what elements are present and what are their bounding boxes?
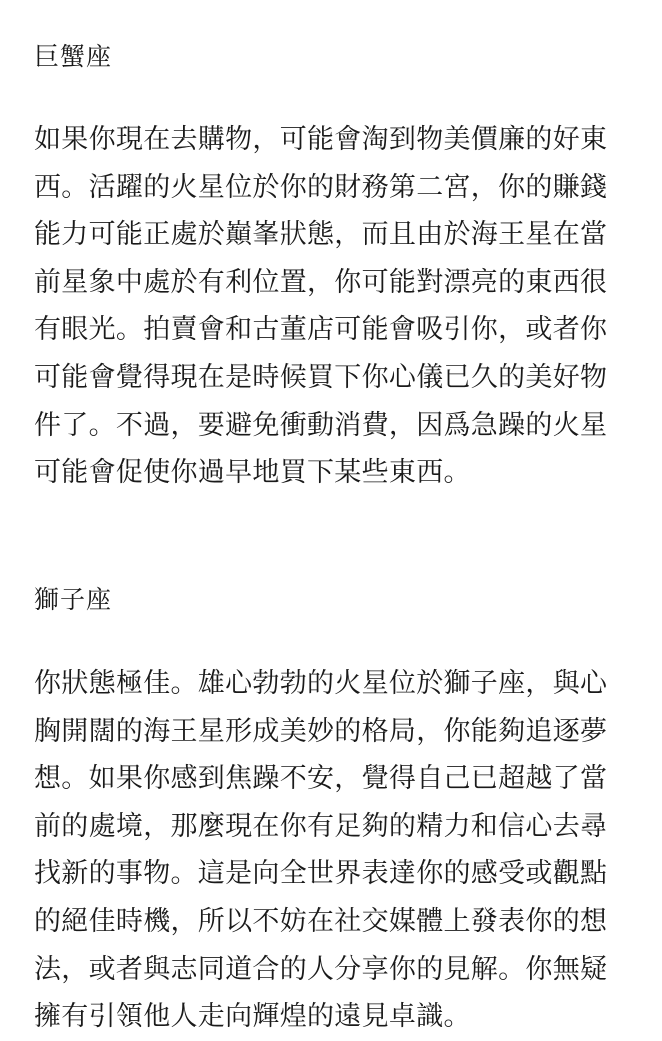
section-title-leo: 獅子座 — [34, 585, 113, 614]
section-body-cancer — [34, 116, 607, 497]
text-line: 法，或者與志同道合的人分享你的見解。你無疑 — [34, 953, 608, 985]
section-body-leo — [34, 660, 607, 1041]
text-line: 的絕佳時機，所以不妨在社交媒體上發表你的想 — [34, 905, 608, 937]
text-line: 有眼光。拍賣會和古董店可能會吸引你，或者你 — [34, 314, 608, 346]
text-line: 胸開闊的海王星形成美妙的格局，你能夠追逐夢 — [34, 715, 608, 747]
text-line: 可能會促使你過早地買下某些東西。 — [34, 457, 471, 489]
text-line: 能力可能正處於巔峯狀態，而且由於海王星在當 — [34, 219, 608, 251]
text-line: 可能會覺得現在是時候買下你心儀已久的美好物 — [34, 361, 608, 393]
text-line: 你狀態極佳。雄心勃勃的火星位於獅子座，與心 — [34, 668, 608, 699]
text-line: 前的處境，那麼現在你有足夠的精力和信心去尋 — [34, 810, 608, 842]
text-line: 擁有引領他人走向輝煌的遠見卓識。 — [34, 1001, 471, 1033]
text-line: 前星象中處於有利位置，你可能對漂亮的東西很 — [34, 266, 608, 298]
text-line: 西。活躍的火星位於你的財務第二宮，你的賺錢 — [34, 171, 608, 203]
section-title-cancer: 巨蟹座 — [34, 42, 113, 71]
text-line: 件了。不過，要避免衝動消費，因爲急躁的火星 — [34, 409, 608, 441]
text-line: 找新的事物。這是向全世界表達你的感受或觀點 — [34, 858, 608, 890]
text-line: 想。如果你感到焦躁不安，覺得自己已超越了當 — [34, 763, 608, 795]
text-line: 如果你現在去購物，可能會淘到物美價廉的好東 — [34, 124, 608, 155]
